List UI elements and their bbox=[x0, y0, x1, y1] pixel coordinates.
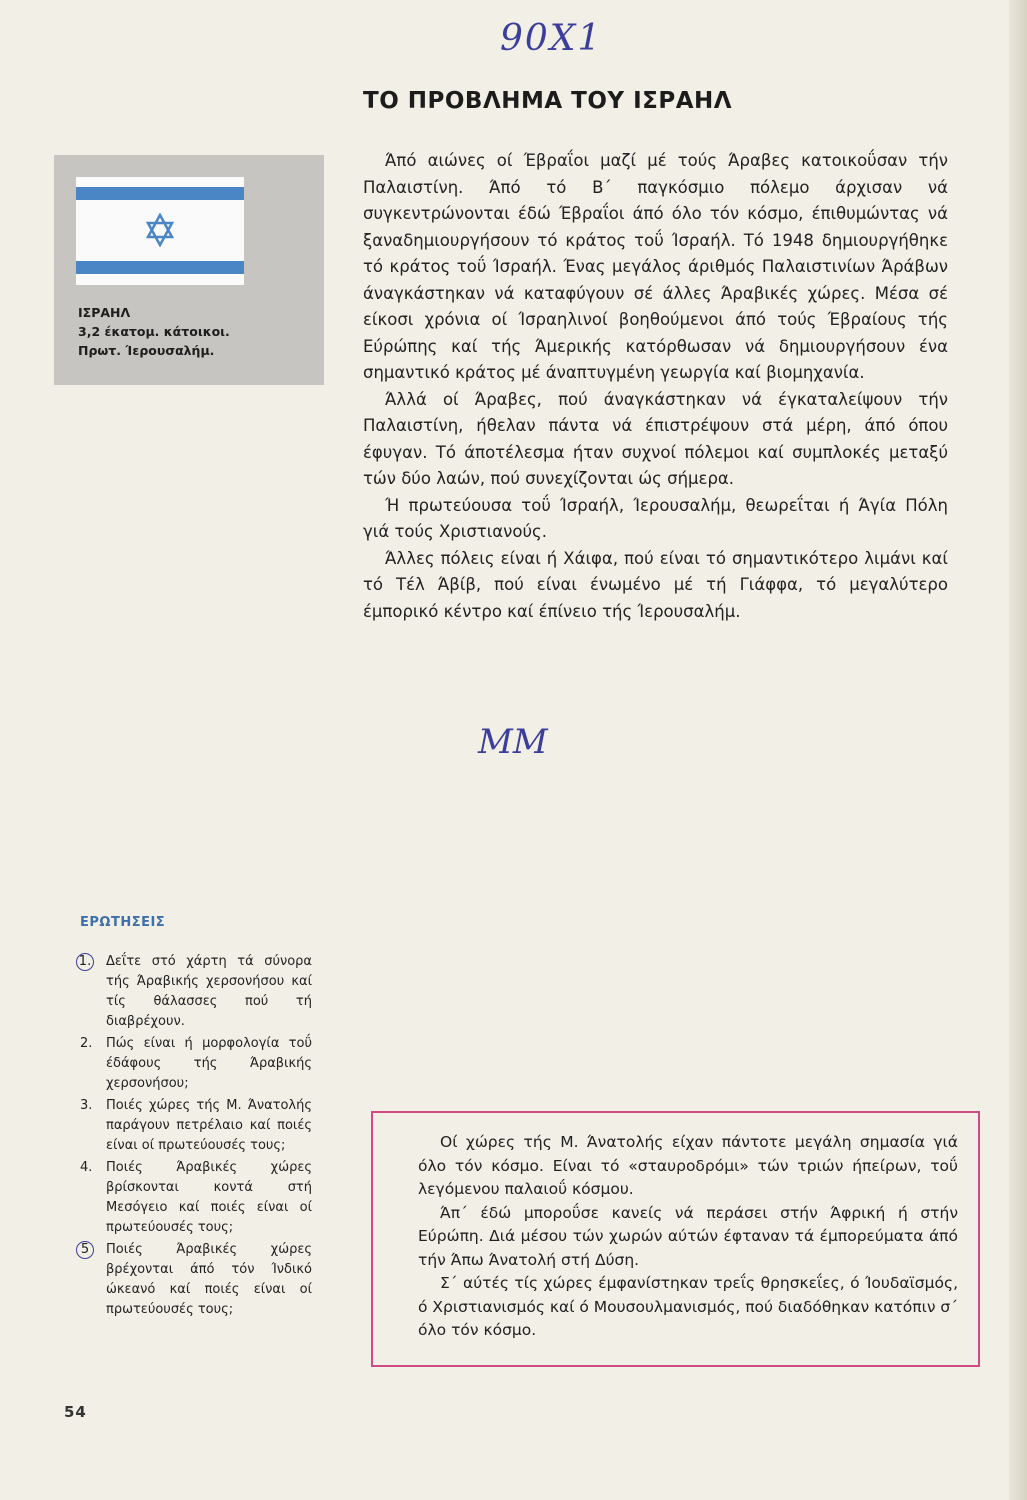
body-paragraph: Άλλά οί Άραβες, πού άναγκάστηκαν νά έγκαταλείψουν τήν Παλαιστίνη, ήθελαν πάντα νά έπιστρέψουν στά μέρη, άπό όπου έφυγαν. Τό άποτέλεσμα ήταν συχνοί πόλεμοι καί συμπλοκές μεταξύ τών δύο λαών, πού συνεχίζονται ώς σήμερα. bbox=[363, 389, 948, 488]
question-item bbox=[80, 1158, 312, 1238]
questions-list bbox=[80, 952, 312, 1322]
question-text: Ποιές Άραβικές χώρες βρέχονται άπό τόν Ίνδικό ώκεανό καί ποιές είναι οί πρωτεύουσές τους; bbox=[106, 1242, 312, 1317]
question-number: 4. bbox=[80, 1160, 93, 1175]
handwritten-signature: ΜΜ bbox=[478, 722, 548, 762]
page-edge bbox=[1009, 0, 1027, 1500]
flag-stripe-bottom bbox=[76, 261, 244, 274]
body-paragraph: Ή πρωτεύουσα τοΰ Ίσραήλ, Ίερουσαλήμ, θεωρεΐται ή Άγία Πόλη γιά τούς Χριστιανούς. bbox=[363, 495, 948, 541]
info-paragraph: Οί χώρες τής Μ. Άνατολής είχαν πάντοτε μεγάλη σημασία γιά όλο τόν κόσμο. Είναι τό «σταυροδρόμι» τών τριών ήπείρων, τοΰ λεγόμενου παλαιοΰ κόσμου. bbox=[418, 1133, 958, 1198]
info-box-text bbox=[418, 1131, 958, 1343]
israel-flag-icon bbox=[76, 177, 244, 285]
question-text: Δεΐτε στό χάρτη τά σύνορα τής Άραβικής χερσονήσου καί τίς θάλασσες πού τή διαβρέχουν. bbox=[106, 954, 312, 1029]
body-paragraph: Άλλες πόλεις είναι ή Χάιφα, πού είναι τό σημαντικότερο λιμάνι καί τό Τέλ Άβίβ, πού είναι ένωμένο μέ τή Γιάφφα, τό μεγαλύτερο έμπορικό κέντρο καί έπίνειο τής Ίερουσαλήμ. bbox=[363, 548, 948, 621]
flag-caption bbox=[78, 303, 230, 360]
flag-caption-population: 3,2 έκατομ. κάτοικοι. bbox=[78, 324, 230, 339]
info-paragraph: Σ΄ αύτές τίς χώρες έμφανίστηκαν τρεΐς θρησκεΐες, ό Ίουδαϊσμός, ό Χριστιανισμός καί ό Μουσουλμανισμός, πού διαδόθηκαν κατόπιν σ΄ όλο τόν κόσμο. bbox=[418, 1274, 958, 1339]
questions-heading: ΕΡΩΤΗΣΕΙΣ bbox=[80, 915, 166, 930]
star-of-david-icon bbox=[146, 213, 174, 247]
flag-stripe-top bbox=[76, 187, 244, 200]
question-item bbox=[80, 952, 312, 1032]
question-item bbox=[80, 1240, 312, 1320]
handwritten-note: 90Χ1 bbox=[500, 18, 603, 59]
question-text: Ποιές χώρες τής Μ. Άνατολής παράγουν πετρέλαιο καί ποιές είναι οί πρωτεύουσές τους; bbox=[106, 1098, 312, 1153]
question-number: 2. bbox=[80, 1036, 93, 1051]
body-paragraph: Άπό αιώνες οί Έβραΐοι μαζί μέ τούς Άραβες κατοικοΰσαν τήν Παλαιστίνη. Άπό τό Β΄ παγκόσμιο πόλεμο άρχισαν νά συγκεντρώνονται έδώ Έβραΐοι άπό όλο τόν κόσμο, έπιθυμώντας νά ξαναδημιουργήσουν τό κράτος τοΰ Ίσραήλ. Τό 1948 δημιουργήθηκε τό κράτος τοΰ Ίσραήλ. Ένας μεγάλος άριθμός Παλαιστινίων Άράβων άναγκάστηκαν νά καταφύγουν σέ άλλες Άραβικές χώρες. Μέσα σέ είκοσι χρόνια οί Ίσραηλινοί βοηθούμενοι άπό τούς Έβραίους τής Εύρώπης καί τής Άμερικής κατόρθωσαν νά δημιουργήσουν ένα σημαντικό κράτος μέ άναπτυγμένη γεωργία καί βιομηχανία. bbox=[363, 151, 948, 382]
question-number: 5 bbox=[76, 1241, 94, 1259]
flag-caption-capital: Πρωτ. Ίερουσαλήμ. bbox=[78, 343, 215, 358]
question-text: Πώς είναι ή μορφολογία τοΰ έδάφους τής Άραβικής χερσονήσου; bbox=[106, 1036, 312, 1091]
question-item bbox=[80, 1034, 312, 1094]
page-number: 54 bbox=[64, 1403, 87, 1421]
info-paragraph: Άπ΄ έδώ μποροΰσε κανείς νά περάσει στήν Άφρική ή στήν Εύρώπη. Διά μέσου τών χωρών αύτών έφταναν τά έμπορεύματα άπό τήν Άπω Άνατολή στή Δύση. bbox=[418, 1203, 958, 1269]
question-number: 1. bbox=[76, 953, 94, 971]
question-item bbox=[80, 1096, 312, 1156]
flag-panel bbox=[54, 155, 324, 385]
page-title: ΤΟ ΠΡΟΒΛΗΜΑ ΤΟΥ ΙΣΡΑΗΛ bbox=[363, 88, 733, 114]
question-number: 3. bbox=[80, 1098, 93, 1113]
main-text bbox=[363, 148, 948, 625]
question-text: Ποιές Άραβικές χώρες βρίσκονται κοντά στή Μεσόγειο καί ποιές είναι οί πρωτεύουσές τους; bbox=[106, 1160, 312, 1235]
flag-caption-country: ΙΣΡΑΗΛ bbox=[78, 305, 131, 320]
info-box bbox=[371, 1111, 980, 1367]
